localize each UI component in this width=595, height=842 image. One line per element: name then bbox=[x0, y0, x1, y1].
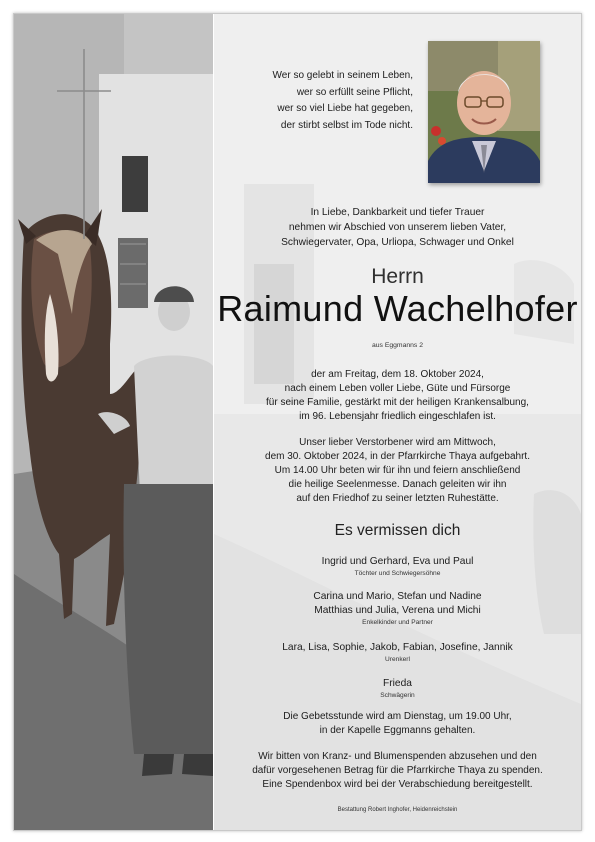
intro-text bbox=[214, 205, 581, 250]
prayer-notice bbox=[214, 710, 581, 738]
mourner-names: Lara, Lisa, Sophie, Jakob, Fabian, Josefine, Jannik bbox=[282, 642, 513, 653]
poem-line: Wer so gelebt in seinem Leben, bbox=[272, 70, 413, 81]
prayer-notice-line: in der Kapelle Eggmanns gehalten. bbox=[319, 725, 476, 736]
deceased-portrait bbox=[428, 41, 540, 183]
mourner-names: Carina und Mario, Stefan und Nadine bbox=[313, 591, 482, 602]
mourner-group bbox=[214, 555, 581, 578]
intro-line: Schwiegervater, Opa, Urliopa, Schwager und Onkel bbox=[281, 237, 514, 248]
memorial-poem bbox=[226, 68, 413, 134]
deceased-name: Raimund Wachelhofer bbox=[217, 288, 578, 329]
death-notice bbox=[214, 368, 581, 424]
poem-line: der stirbt selbst im Tode nicht. bbox=[280, 119, 413, 131]
death-notice-line: im 96. Lebensjahr friedlich eingeschlafen ist. bbox=[299, 411, 496, 422]
death-notice-line: für seine Familie, gestärkt mit der heiligen Krankensalbung, bbox=[266, 397, 529, 408]
intro-line: nehmen wir Abschied von unserem lieben Vater, bbox=[288, 222, 507, 233]
mourner-relation: Enkelkinder und Partner bbox=[362, 619, 433, 626]
donation-notice-line: Eine Spendenbox wird bei der Verabschiedung bereitgestellt. bbox=[262, 779, 533, 790]
mourner-relation: Schwägerin bbox=[380, 692, 415, 699]
mourner-names: Ingrid und Gerhard, Eva und Paul bbox=[321, 556, 474, 567]
origin-text: aus Eggmanns 2 bbox=[371, 342, 423, 349]
salutation: Herrn bbox=[371, 265, 424, 288]
poem-line: wer so viel Liebe hat gegeben, bbox=[277, 103, 413, 114]
mourner-names: Frieda bbox=[383, 678, 412, 689]
donation-notice-line: dafür vorgesehenen Betrag für die Pfarrkirche Thaya zu spenden. bbox=[252, 765, 543, 776]
mourner-relation: Töchter und Schwiegersöhne bbox=[354, 570, 441, 577]
poem-line: wer so erfüllt seine Pflicht, bbox=[296, 86, 413, 98]
mourners-heading: Es vermissen dich bbox=[334, 522, 461, 539]
portrait-drawing bbox=[428, 41, 540, 183]
mourner-group bbox=[214, 677, 581, 700]
funeral-notice-line: Um 14.00 Uhr beten wir für ihn und feiern anschließend bbox=[274, 465, 521, 476]
obituary-card bbox=[13, 13, 582, 831]
funeral-notice-line: die heilige Seelenmesse. Danach geleiten wir ihn bbox=[288, 479, 507, 490]
funeral-notice bbox=[214, 436, 581, 506]
donation-notice bbox=[214, 750, 581, 792]
funeral-notice-line: dem 30. Oktober 2024, in der Pfarrkirche Thaya aufgebahrt. bbox=[265, 451, 530, 462]
intro-line: In Liebe, Dankbarkeit und tiefer Trauer bbox=[310, 207, 485, 218]
death-notice-line: der am Freitag, dem 18. Oktober 2024, bbox=[311, 369, 484, 380]
funeral-notice-line: auf den Friedhof zu seiner letzten Ruhestätte. bbox=[296, 493, 499, 504]
mourner-group bbox=[214, 590, 581, 627]
mourner-group bbox=[214, 641, 581, 664]
donation-notice-line: Wir bitten von Kranz- und Blumenspenden abzusehen und den bbox=[258, 751, 537, 762]
funeral-home-credit: Bestattung Robert Inghofer, Heidenreichstein bbox=[337, 807, 458, 813]
cross-icon bbox=[54, 49, 114, 249]
death-notice-line: nach einem Leben voller Liebe, Güte und Fürsorge bbox=[284, 383, 511, 394]
funeral-notice-line: Unser lieber Verstorbener wird am Mittwoch, bbox=[299, 437, 496, 448]
mourner-names: Matthias und Julia, Verena und Michi bbox=[314, 605, 481, 616]
mourner-relation: Urenkerl bbox=[385, 656, 410, 663]
prayer-notice-line: Die Gebetsstunde wird am Dienstag, um 19.00 Uhr, bbox=[283, 711, 512, 722]
